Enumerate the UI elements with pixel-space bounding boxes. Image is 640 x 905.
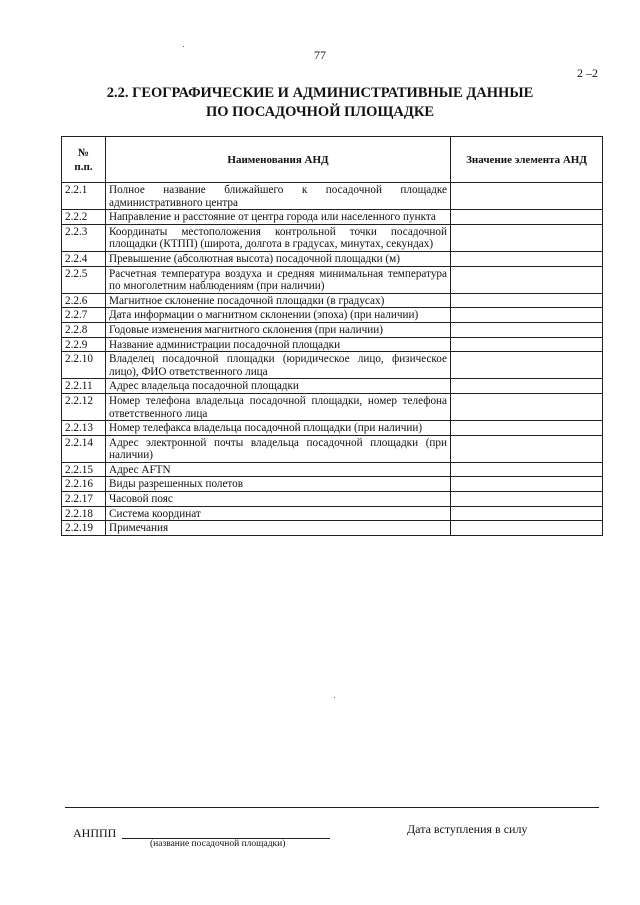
table-row — [62, 337, 603, 352]
row-value — [451, 462, 603, 477]
row-number: 2.2.4 — [62, 251, 106, 266]
row-value — [451, 477, 603, 492]
section-title-line-2: ПО ПОСАДОЧНОЙ ПЛОЩАДКЕ — [205, 104, 435, 120]
table-row — [62, 492, 603, 507]
table-row — [62, 393, 603, 420]
header-num-symbol: № — [77, 147, 90, 159]
table-row — [62, 266, 603, 293]
row-value — [451, 379, 603, 394]
row-number: 2.2.9 — [62, 337, 106, 352]
row-value — [451, 393, 603, 420]
row-value — [451, 352, 603, 379]
scan-speck — [334, 697, 335, 698]
row-name: Владелец посадочной площадки (юридическое лицо, физическое лицо), ФИО ответственного лица — [106, 352, 451, 379]
row-number: 2.2.17 — [62, 492, 106, 507]
row-name: Магнитное склонение посадочной площадки (в градусах) — [106, 293, 451, 308]
row-value — [451, 210, 603, 225]
table-row — [62, 421, 603, 436]
row-name: Примечания — [106, 521, 451, 536]
row-value — [451, 266, 603, 293]
row-number: 2.2.2 — [62, 210, 106, 225]
row-value — [451, 521, 603, 536]
row-name: Годовые изменения магнитного склонения (при наличии) — [106, 322, 451, 337]
row-number: 2.2.14 — [62, 435, 106, 462]
row-value — [451, 183, 603, 210]
row-value — [451, 506, 603, 521]
row-name: Номер телефона владельца посадочной площадки, номер телефона ответственного лица — [106, 393, 451, 420]
row-value — [451, 293, 603, 308]
row-name: Адрес электронной почты владельца посадочной площадки (при наличии) — [106, 435, 451, 462]
row-number: 2.2.15 — [62, 462, 106, 477]
row-value — [451, 492, 603, 507]
table-body — [62, 183, 603, 536]
row-name: Виды разрешенных полетов — [106, 477, 451, 492]
row-number: 2.2.16 — [62, 477, 106, 492]
table-row — [62, 506, 603, 521]
row-name: Полное название ближайшего к посадочной площадке административного центра — [106, 183, 451, 210]
header-value: Значение элемента АНД — [451, 137, 603, 183]
footer-caption: (название посадочной площадки) — [150, 839, 286, 849]
row-name: Дата информации о магнитном склонении (эпоха) (при наличии) — [106, 308, 451, 323]
row-number: 2.2.8 — [62, 322, 106, 337]
header-name: Наименования АНД — [106, 137, 451, 183]
table-row — [62, 293, 603, 308]
table-row — [62, 322, 603, 337]
table-row — [62, 521, 603, 536]
row-number: 2.2.10 — [62, 352, 106, 379]
row-number: 2.2.13 — [62, 421, 106, 436]
row-name: Номер телефакса владельца посадочной площадки (при наличии) — [106, 421, 451, 436]
row-number: 2.2.18 — [62, 506, 106, 521]
table-row — [62, 477, 603, 492]
row-name: Система координат — [106, 506, 451, 521]
row-number: 2.2.6 — [62, 293, 106, 308]
and-table — [61, 136, 603, 536]
row-name: Расчетная температура воздуха и средняя минимальная температура по многолетним наблюдениям (при наличии) — [106, 266, 451, 293]
row-number: 2.2.12 — [62, 393, 106, 420]
row-number: 2.2.7 — [62, 308, 106, 323]
table-row — [62, 183, 603, 210]
table-row — [62, 224, 603, 251]
table-row — [62, 251, 603, 266]
row-value — [451, 224, 603, 251]
table-row — [62, 462, 603, 477]
table-row — [62, 308, 603, 323]
section-title-line-1: 2.2. ГЕОГРАФИЧЕСКИЕ И АДМИНИСТРАТИВНЫЕ ДАННЫЕ — [106, 85, 534, 101]
row-value — [451, 251, 603, 266]
row-name: Часовой пояс — [106, 492, 451, 507]
row-name: Превышение (абсолютная высота) посадочной площадки (м) — [106, 251, 451, 266]
row-number: 2.2.1 — [62, 183, 106, 210]
row-value — [451, 421, 603, 436]
sheet-code: 2 –2 — [577, 66, 598, 80]
footer-rule — [65, 807, 599, 808]
row-value — [451, 308, 603, 323]
header-num — [62, 137, 106, 183]
row-number: 2.2.19 — [62, 521, 106, 536]
row-name: Адрес владельца посадочной площадки — [106, 379, 451, 394]
row-number: 2.2.5 — [62, 266, 106, 293]
footer-effective-date: Дата вступления в силу — [407, 822, 528, 836]
row-number: 2.2.11 — [62, 379, 106, 394]
footer-label: АНППП — [73, 826, 117, 840]
row-name: Название администрации посадочной площадки — [106, 337, 451, 352]
row-value — [451, 435, 603, 462]
row-name: Направление и расстояние от центра города или населенного пункта — [106, 210, 451, 225]
header-num-abbr: п.п. — [74, 161, 93, 173]
section-title — [60, 84, 580, 122]
row-number: 2.2.3 — [62, 224, 106, 251]
table-row — [62, 352, 603, 379]
table-row — [62, 379, 603, 394]
row-name: Координаты местоположения контрольной точки посадочной площадки (КТПП) (широта, долгота в градусах, минутах, секундах) — [106, 224, 451, 251]
row-value — [451, 337, 603, 352]
table-row — [62, 435, 603, 462]
page-number: 77 — [314, 48, 326, 62]
table-header-row — [62, 137, 603, 183]
scan-speck — [183, 46, 184, 47]
row-value — [451, 322, 603, 337]
table-row — [62, 210, 603, 225]
row-name: Адрес AFTN — [106, 462, 451, 477]
